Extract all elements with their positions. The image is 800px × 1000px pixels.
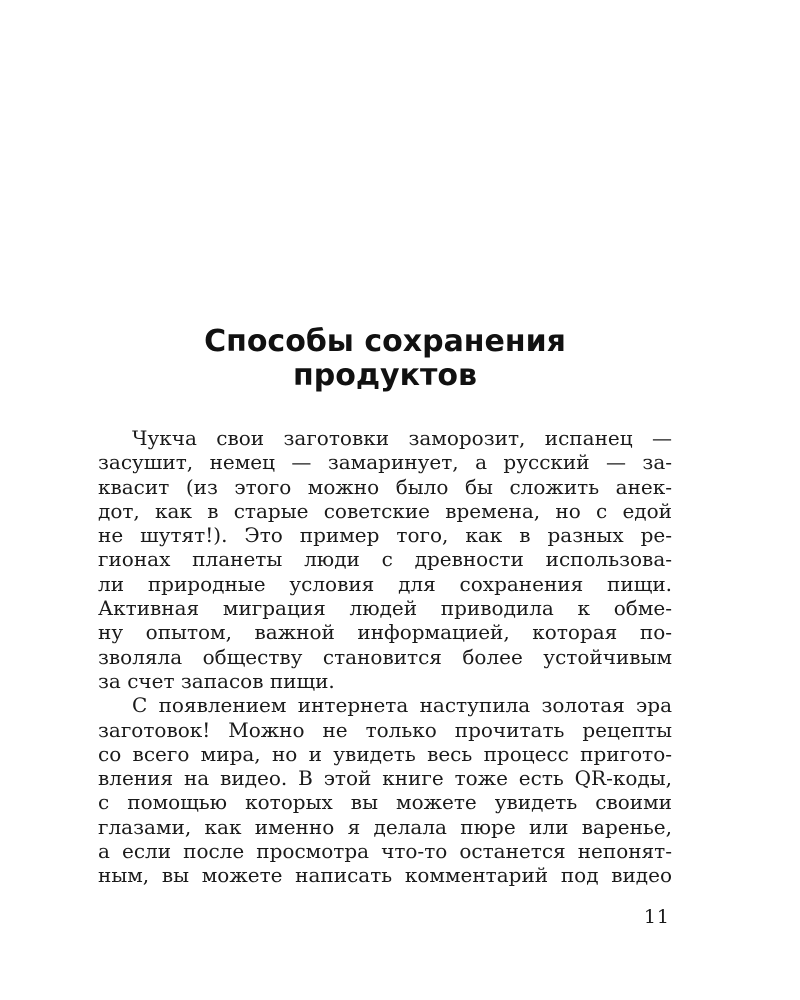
text-line: дот, как в старые советские времена, но с едой [98, 498, 672, 523]
chapter-title [100, 325, 670, 393]
text-line: ным, вы можете написать комментарий под видео [98, 863, 672, 888]
text-line: квасит (из этого можно было бы сложить анек- [98, 474, 672, 499]
text-line: Чукча свои заготовки заморозит, испанец — [132, 426, 672, 450]
text-line: со всего мира, но и увидеть весь процесс пригото- [98, 741, 672, 766]
text-line: ли природные условия для сохранения пищи. [98, 571, 672, 596]
text-line: а если после просмотра что-то останется непонят- [98, 839, 672, 864]
text-line: засушит, немец — замаринует, а русский — за- [98, 450, 672, 475]
body-text [98, 426, 672, 888]
chapter-title-line-2: продуктов [293, 358, 477, 393]
text-line: заготовок! Можно не только прочитать рецепты [98, 717, 672, 742]
text-line: гионах планеты люди с древности использова- [98, 547, 672, 572]
text-line: вления на видео. В этой книге тоже есть QR-коды, [98, 766, 672, 791]
text-line: зволяла обществу становится более устойчивым [98, 644, 672, 669]
text-line: за счет запасов пищи. [98, 668, 335, 693]
text-line: с помощью которых вы можете увидеть своими [98, 790, 672, 815]
page-number: 11 [643, 906, 670, 928]
paragraph-1 [98, 426, 672, 693]
text-line: Активная миграция людей приводила к обме- [98, 596, 672, 621]
text-line: не шутят!). Это пример того, как в разных ре- [98, 523, 672, 548]
text-line: ну опытом, важной информацией, которая по- [98, 620, 672, 645]
paragraph-2 [98, 693, 672, 887]
chapter-title-line-1: Способы сохранения [204, 324, 566, 359]
text-line: глазами, как именно я делала пюре или варенье, [98, 814, 672, 839]
text-line: С появлением интернета наступила золотая эра [132, 693, 672, 718]
